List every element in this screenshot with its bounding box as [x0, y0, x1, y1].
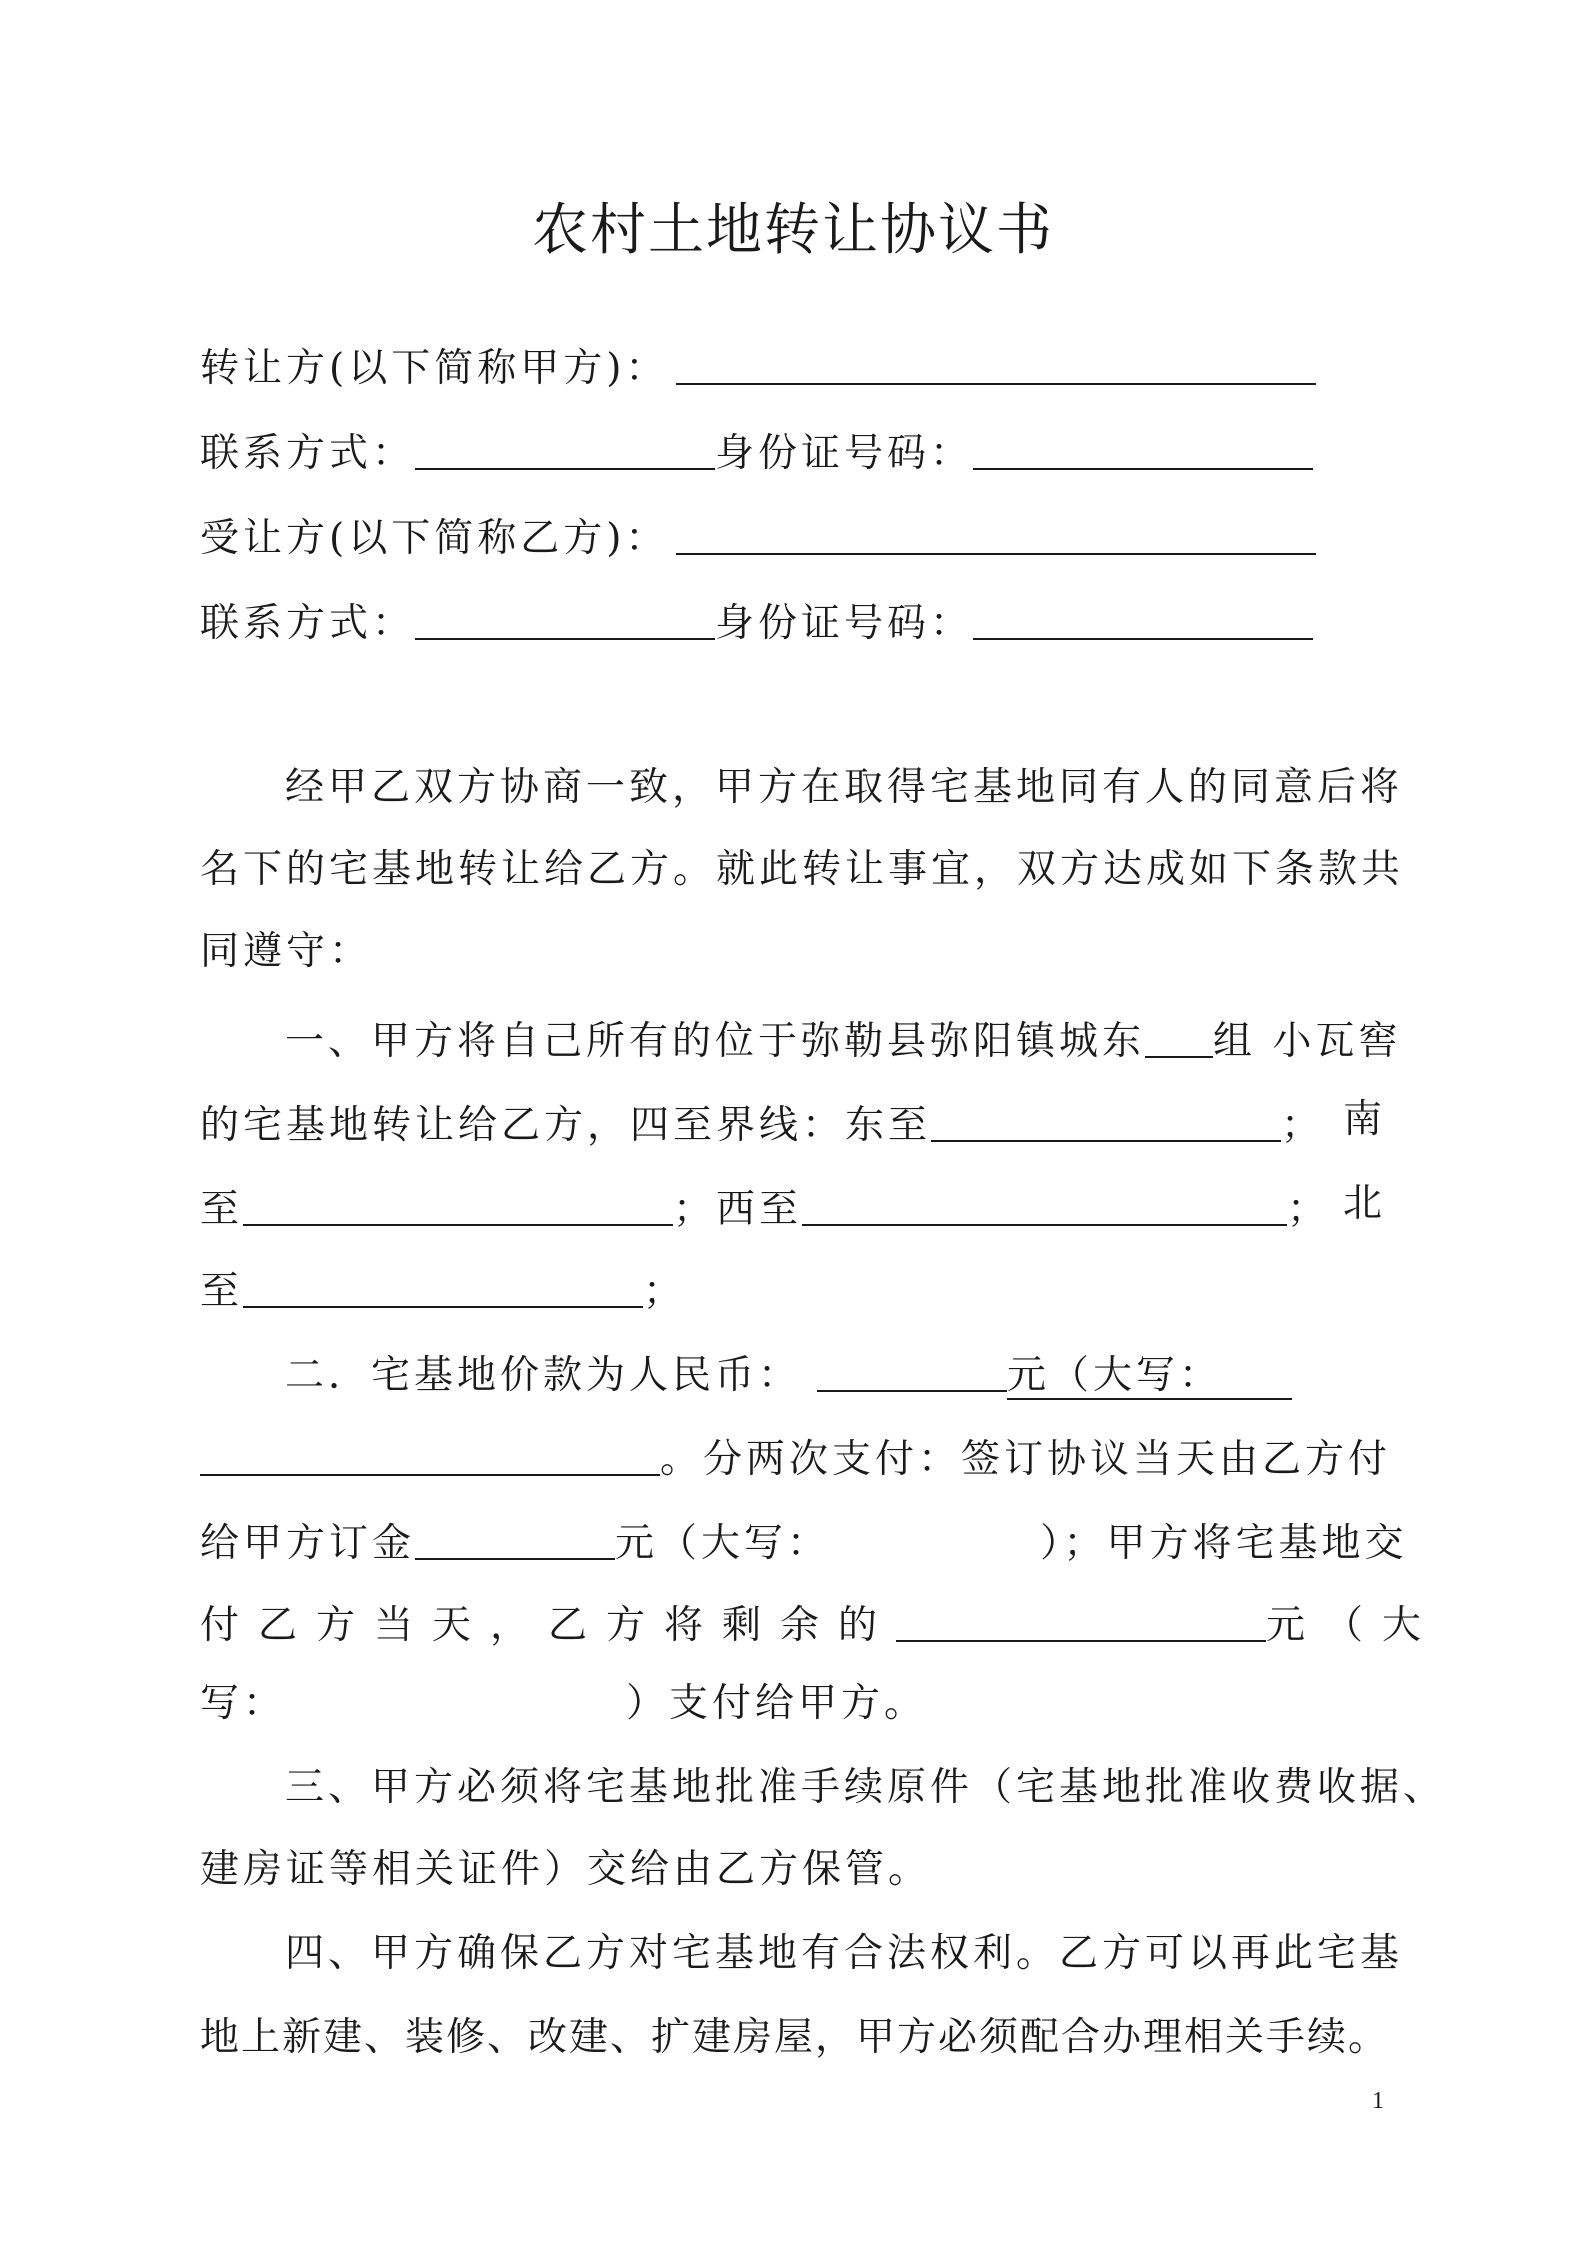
transferor-contact-line	[200, 420, 1313, 482]
south-boundary-field[interactable]	[243, 1180, 673, 1226]
clause-3-line-2: 建房证等相关证件）交给由乙方保管。	[200, 1847, 932, 1892]
remaining-field[interactable]	[896, 1596, 1266, 1642]
semicolon: ；	[1287, 1187, 1331, 1232]
clause-1-north-label: 北	[1342, 1181, 1386, 1226]
transferor-id-field[interactable]	[973, 424, 1313, 470]
remaining-uppercase-prefix: 写：	[200, 1681, 287, 1726]
deposit-field[interactable]	[415, 1514, 615, 1560]
clause-1-line-2	[200, 1092, 1386, 1154]
transferor-label: 转让方(以下简称甲方)：	[200, 346, 669, 391]
price-field[interactable]	[817, 1346, 1007, 1392]
clause-2-line-5	[200, 1676, 927, 1732]
id-label: 身份证号码：	[715, 431, 974, 476]
clause-2-text: ）；甲方将宅基地交	[1040, 1521, 1408, 1566]
clause-1-line-3	[200, 1176, 1386, 1238]
group-number-field[interactable]	[1145, 1012, 1213, 1058]
price-uppercase-field[interactable]	[200, 1430, 660, 1476]
east-boundary-field[interactable]	[931, 1096, 1281, 1142]
clause-2-line-4	[200, 1592, 1440, 1654]
intro-line-1: 经甲乙双方协商一致，甲方在取得宅基地同有人的同意后将	[285, 765, 1404, 810]
clause-2-text: 。分两次支付：签订协议当天由乙方付	[660, 1437, 1392, 1482]
clause-1-line-1	[285, 1008, 1401, 1070]
semicolon: ；	[1281, 1103, 1325, 1148]
transferee-contact-field[interactable]	[415, 594, 715, 640]
clause-2-line-2	[200, 1426, 1391, 1488]
clause-1-text: 一、甲方将自己所有的位于弥勒县弥阳镇城东	[285, 1019, 1146, 1064]
deposit-uppercase-label: 元（大写：	[615, 1521, 831, 1566]
clause-2-line-1	[285, 1342, 1292, 1404]
transferor-contact-field[interactable]	[415, 424, 715, 470]
clause-4-line-2: 地上新建、装修、改建、扩建房屋，甲方必须配合办理相关手续。	[200, 2015, 1390, 2060]
transferee-id-field[interactable]	[973, 594, 1313, 640]
clause-1-east-label: 的宅基地转让给乙方，四至界线：东至	[200, 1103, 932, 1148]
clause-1-text: 至	[200, 1187, 244, 1232]
intro-line-2: 名下的宅基地转让给乙方。就此转让事宜，双方达成如下条款共	[200, 847, 1405, 892]
north-boundary-field[interactable]	[243, 1262, 643, 1308]
contact-label: 联系方式：	[200, 431, 416, 476]
id-label: 身份证号码：	[715, 601, 974, 646]
clause-2-text: ）支付给甲方。	[626, 1681, 928, 1726]
clause-2-line-3	[200, 1510, 1408, 1572]
west-boundary-field[interactable]	[802, 1180, 1287, 1226]
transferee-label: 受让方(以下简称乙方)：	[200, 516, 669, 561]
clause-1-text: 至	[200, 1269, 244, 1314]
clause-1-south-label: 南	[1342, 1097, 1386, 1142]
price-uppercase-label: 元（大写：	[1007, 1353, 1292, 1400]
remaining-uppercase-label: 元（大	[1266, 1603, 1441, 1648]
transferee-line	[200, 505, 1316, 567]
transferor-line	[200, 335, 1316, 397]
contact-label: 联系方式：	[200, 601, 416, 646]
deposit-label: 给甲方订金	[200, 1521, 416, 1566]
clause-2-text: 二．宅基地价款为人民币：	[285, 1353, 802, 1398]
clause-1-west-label: ；西至	[673, 1187, 803, 1232]
clause-4-line-1: 四、甲方确保乙方对宅基地有合法权利。乙方可以再此宅基	[285, 1931, 1404, 1976]
transferor-field[interactable]	[676, 339, 1316, 385]
semicolon: ；	[643, 1269, 687, 1314]
clause-1-line-4	[200, 1258, 686, 1320]
document-title: 农村土地转让协议书	[532, 198, 1054, 263]
clause-1-text-b: 组 小瓦窖	[1213, 1019, 1402, 1064]
transferee-contact-line	[200, 590, 1313, 652]
page-number: 1	[1372, 2088, 1384, 2114]
transferee-field[interactable]	[676, 509, 1316, 555]
clause-3-line-1: 三、甲方必须将宅基地批准手续原件（宅基地批准收费收据、	[285, 1765, 1447, 1810]
remaining-label: 付乙方当天，乙方将剩余的	[200, 1603, 897, 1648]
intro-line-3: 同遵守：	[200, 929, 373, 974]
